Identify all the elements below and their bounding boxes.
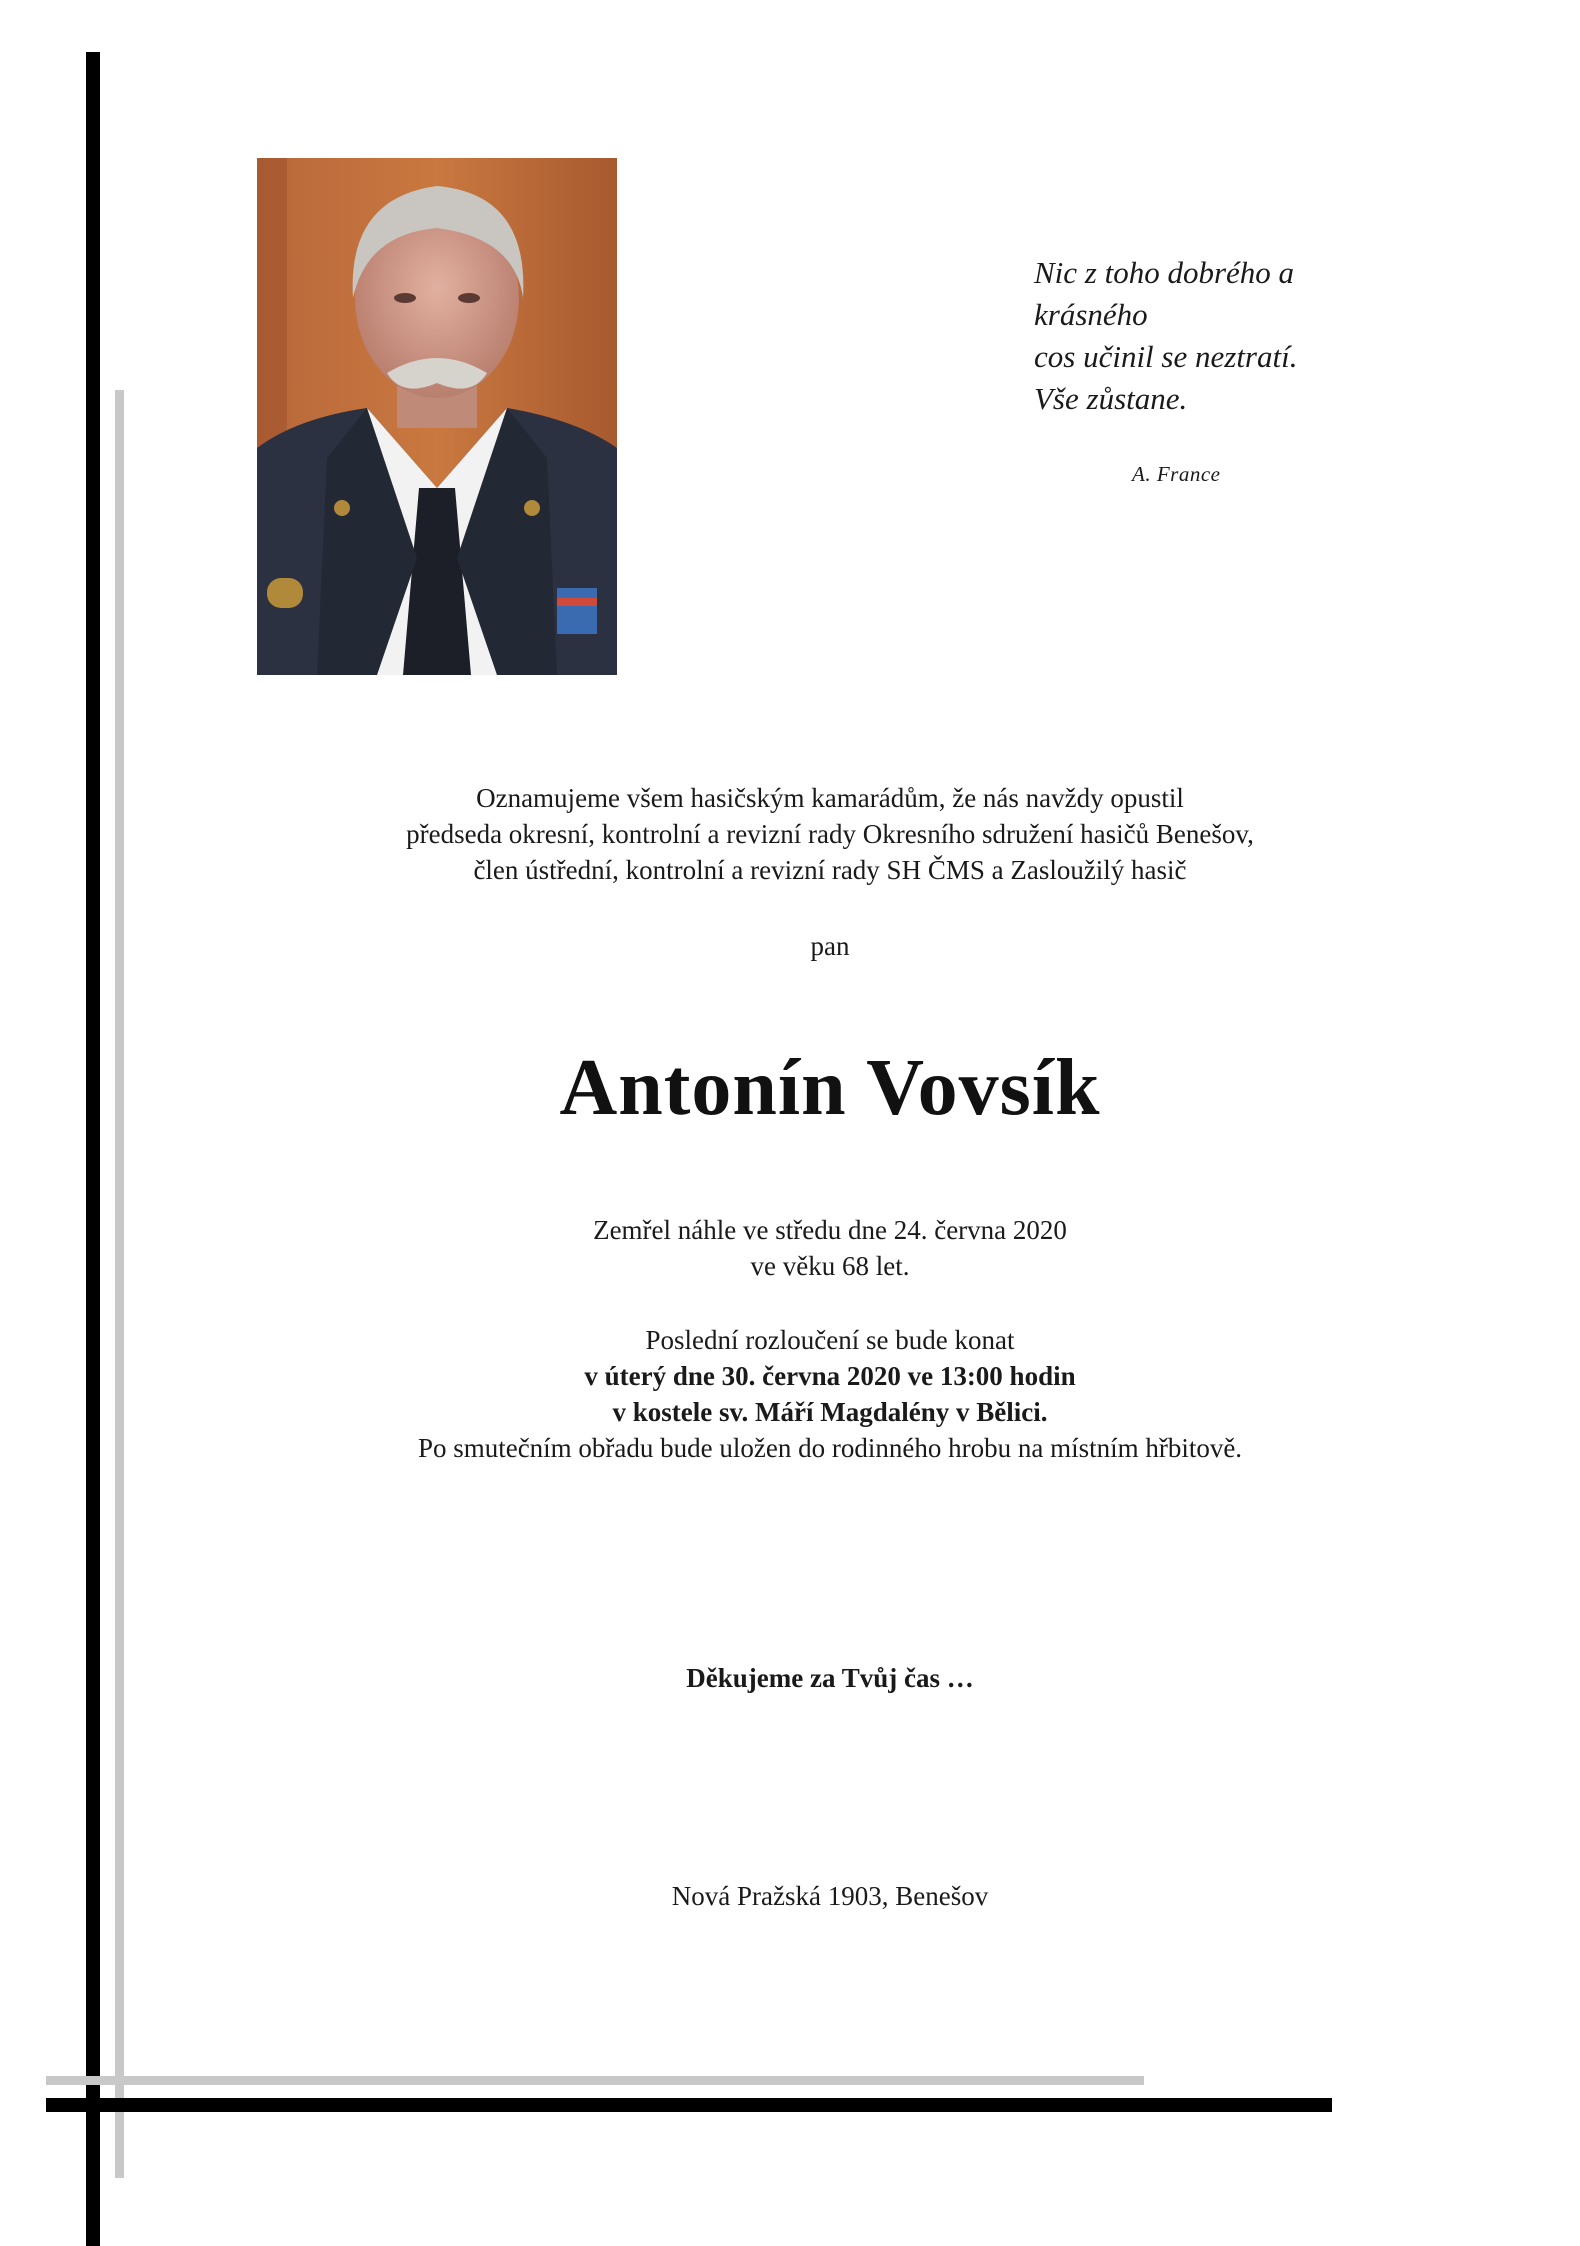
funeral-date: v úterý dne 30. června 2020 ve 13:00 hodin bbox=[584, 1361, 1076, 1391]
quote-author: A. France bbox=[1132, 462, 1221, 486]
funeral-info bbox=[100, 1322, 1560, 1466]
border-line-horizontal-gray bbox=[46, 2076, 1144, 2085]
deceased-name: Antonín Vovsík bbox=[559, 1044, 1101, 1132]
quote-line: krásného bbox=[1034, 297, 1148, 332]
funeral-intro: Poslední rozloučení se bude konat bbox=[645, 1325, 1015, 1355]
announcement bbox=[100, 780, 1560, 888]
thanks-text: Děkujeme za Tvůj čas … bbox=[686, 1663, 974, 1693]
announcement-line: Oznamujeme všem hasičským kamarádům, že nás navždy opustil bbox=[476, 783, 1184, 813]
burial-info: Po smutečním obřadu bude uložen do rodinného hrobu na místním hřbitově. bbox=[417, 1433, 1243, 1463]
portrait-photo bbox=[257, 158, 617, 675]
death-age: ve věku 68 let. bbox=[750, 1251, 910, 1281]
salutation bbox=[100, 928, 1560, 964]
thanks bbox=[100, 1660, 1560, 1696]
salutation-text: pan bbox=[810, 931, 850, 961]
death-info bbox=[100, 1212, 1560, 1284]
quote-line: Vše zůstane. bbox=[1034, 381, 1188, 416]
announcement-line: předseda okresní, kontrolní a revizní rady Okresního sdružení hasičů Benešov, bbox=[406, 819, 1254, 849]
border-line-vertical-black bbox=[86, 52, 100, 2246]
announcement-line: člen ústřední, kontrolní a revizní rady SH ČMS a Zasloužilý hasič bbox=[473, 855, 1187, 885]
quote bbox=[1034, 252, 1394, 420]
address-text: Nová Pražská 1903, Benešov bbox=[671, 1881, 989, 1911]
address bbox=[100, 1878, 1560, 1914]
quote-line: cos učinil se neztratí. bbox=[1034, 339, 1298, 374]
quote-line: Nic z toho dobrého a bbox=[1034, 255, 1295, 290]
death-date: Zemřel náhle ve středu dne 24. června 2020 bbox=[593, 1215, 1067, 1245]
funeral-place: v kostele sv. Máří Magdalény v Bělici. bbox=[612, 1397, 1048, 1427]
border-line-horizontal-black bbox=[46, 2098, 1332, 2112]
